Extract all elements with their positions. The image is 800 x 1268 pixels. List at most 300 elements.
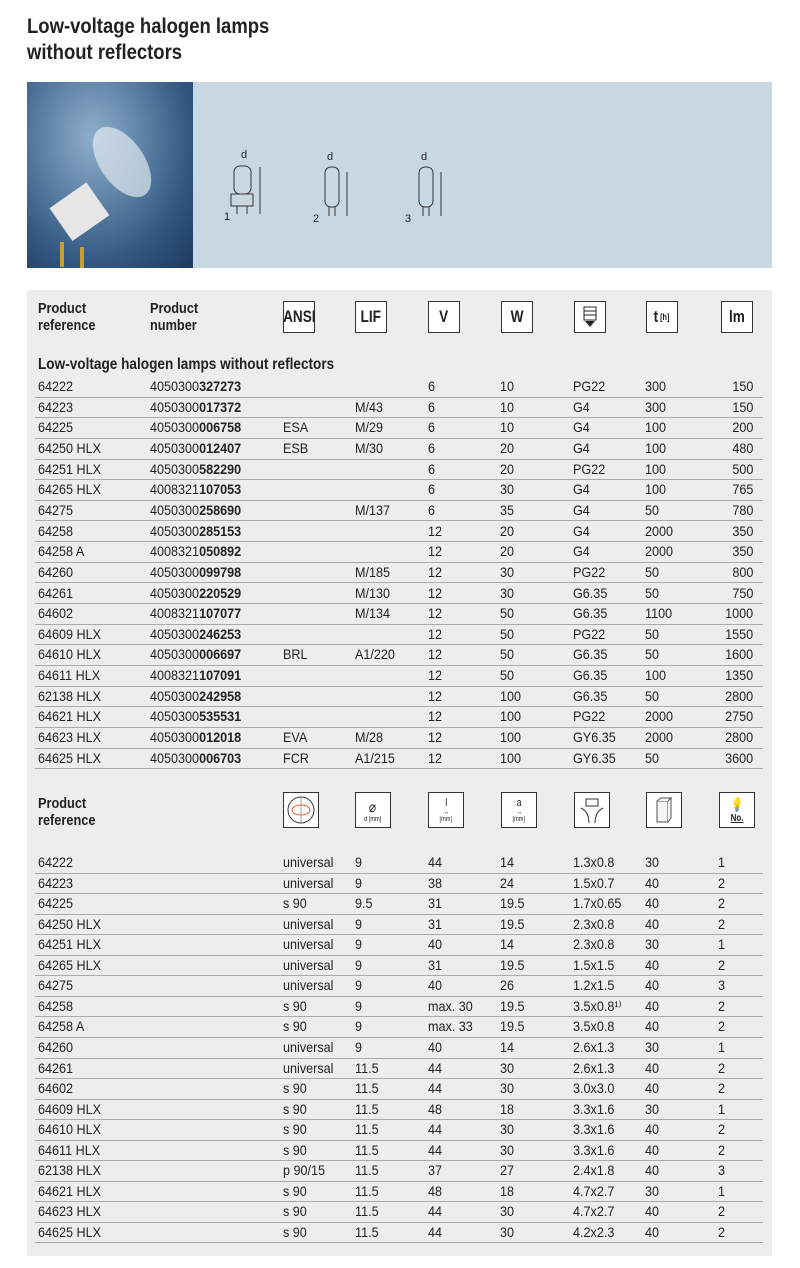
filament-size: 3.5x0.8¹⁾ xyxy=(573,997,622,1014)
product-reference: 64610 HLX xyxy=(38,1121,102,1138)
diameter: 11.5 xyxy=(355,1162,379,1179)
length: 31 xyxy=(428,915,443,932)
length: 40 xyxy=(428,936,443,953)
lifetime: 100 xyxy=(645,667,667,684)
length: 38 xyxy=(428,874,443,891)
pack-quantity: 40 xyxy=(645,874,660,891)
length: 44 xyxy=(428,1223,443,1240)
product-number xyxy=(150,376,241,396)
voltage: 12 xyxy=(428,708,443,725)
diameter: 9 xyxy=(355,1038,363,1055)
svg-text:d: d xyxy=(421,151,428,163)
light-center-length: 30 xyxy=(500,1059,515,1076)
pack-quantity: 40 xyxy=(645,1203,660,1220)
base: PG22 xyxy=(573,378,606,394)
luminous-flux: 1350 xyxy=(724,667,753,684)
filament-size: 1.7x0.65 xyxy=(573,895,622,912)
number-suffix: 220529 xyxy=(199,584,242,601)
number-prefix: 4050300 xyxy=(150,646,200,663)
number-prefix: 4050300 xyxy=(150,460,200,477)
base: PG22 xyxy=(573,460,606,477)
pack-quantity: 30 xyxy=(645,854,660,870)
filament-size: 4.7x2.7 xyxy=(573,1182,615,1199)
pack-quantity: 40 xyxy=(645,1018,660,1035)
number-prefix: 4008321 xyxy=(150,667,200,684)
number-prefix: 4050300 xyxy=(150,378,200,394)
base: G4 xyxy=(573,501,590,518)
product-reference: 62138 HLX xyxy=(38,687,102,704)
voltage: 6 xyxy=(428,501,436,518)
burning-position: s 90 xyxy=(283,1018,307,1035)
product-reference: 64225 xyxy=(38,419,74,436)
voltage: 12 xyxy=(428,543,443,560)
pack-quantity: 40 xyxy=(645,977,660,994)
light-center-length: 19.5 xyxy=(500,895,525,912)
table-row xyxy=(35,1016,763,1038)
table-row xyxy=(35,955,763,977)
luminous-flux: 750 xyxy=(731,584,753,601)
product-reference: 64621 HLX xyxy=(38,708,102,725)
product-number xyxy=(150,665,241,685)
luminous-flux: 200 xyxy=(731,419,753,436)
product-number xyxy=(150,438,241,458)
filament-size: 3.3x1.6 xyxy=(573,1121,615,1138)
lifetime: 1100 xyxy=(645,605,673,622)
number-prefix: 4050300 xyxy=(150,522,200,539)
number-suffix: 006703 xyxy=(199,749,242,766)
wattage: 30 xyxy=(500,481,515,498)
wattage: 50 xyxy=(500,605,515,622)
luminous-flux: 800 xyxy=(731,563,753,580)
number-suffix: 242958 xyxy=(199,687,242,704)
product-number xyxy=(150,624,241,644)
voltage: 12 xyxy=(428,749,443,766)
product-number xyxy=(150,583,241,603)
diameter: 11.5 xyxy=(355,1141,379,1158)
diagram-number: 2 xyxy=(718,1059,726,1076)
diameter: 11.5 xyxy=(355,1121,379,1138)
base: G4 xyxy=(573,522,590,539)
number-suffix: 107077 xyxy=(199,605,242,622)
ansi-code: ESB xyxy=(283,439,309,456)
burning-position: universal xyxy=(283,956,334,973)
burning-position: s 90 xyxy=(283,1203,307,1220)
wattage: 30 xyxy=(500,563,515,580)
light-center-length: 30 xyxy=(500,1223,515,1240)
length: 48 xyxy=(428,1182,443,1199)
wattage: 50 xyxy=(500,625,515,642)
number-prefix: 4050300 xyxy=(150,563,200,580)
length: 44 xyxy=(428,1203,443,1220)
table-row xyxy=(35,1181,763,1203)
base: GY6.35 xyxy=(573,749,616,766)
burning-position: universal xyxy=(283,915,334,932)
number-suffix: 107053 xyxy=(199,481,242,498)
filament-size: 1.2x1.5 xyxy=(573,977,615,994)
product-reference: 64222 xyxy=(38,854,74,870)
base: G6.35 xyxy=(573,667,608,684)
diameter: 9 xyxy=(355,956,363,973)
dimension-diagrams xyxy=(197,142,497,232)
base: G6.35 xyxy=(573,584,608,601)
package-icon xyxy=(646,792,682,828)
lamp-base-icon xyxy=(574,301,606,333)
base: G6.35 xyxy=(573,687,608,704)
product-reference: 64223 xyxy=(38,874,74,891)
ansi-code: BRL xyxy=(283,646,308,663)
table-row xyxy=(35,686,763,708)
burning-position: universal xyxy=(283,1059,334,1076)
diagram-number: 2 xyxy=(718,1141,726,1158)
length: 40 xyxy=(428,1038,443,1055)
diameter: 9 xyxy=(355,874,363,891)
lif-code: M/30 xyxy=(355,439,384,456)
light-center-length: 19.5 xyxy=(500,956,525,973)
product-number xyxy=(150,397,241,417)
lamp-photo xyxy=(27,82,193,268)
light-center-length: 30 xyxy=(500,1080,515,1097)
table-row xyxy=(35,893,763,915)
wattage: 35 xyxy=(500,501,515,518)
number-prefix: 4008321 xyxy=(150,543,200,560)
wattage: 30 xyxy=(500,584,515,601)
lifetime: 50 xyxy=(645,625,660,642)
length: 44 xyxy=(428,1141,443,1158)
product-reference: 64623 HLX xyxy=(38,1203,102,1220)
pack-quantity: 40 xyxy=(645,1121,660,1138)
table-row xyxy=(35,914,763,936)
table-row xyxy=(35,500,763,522)
luminous-flux: 3600 xyxy=(724,749,753,766)
light-center-length-icon: a ↔ [mm] xyxy=(501,792,537,828)
pack-quantity: 40 xyxy=(645,1223,660,1240)
diameter: 11.5 xyxy=(355,1182,379,1199)
number-suffix: 535531 xyxy=(199,708,242,725)
diagram-number: 2 xyxy=(718,1121,726,1138)
filament-size: 2.6x1.3 xyxy=(573,1038,615,1055)
luminous-flux: 150 xyxy=(731,398,753,415)
number-suffix: 107091 xyxy=(199,667,242,684)
filament-icon xyxy=(574,792,610,828)
length: 31 xyxy=(428,956,443,973)
light-center-length: 30 xyxy=(500,1141,515,1158)
product-reference: 64225 xyxy=(38,895,74,912)
ansi-code: ESA xyxy=(283,419,309,436)
burning-position: universal xyxy=(283,936,334,953)
number-prefix: 4050300 xyxy=(150,749,200,766)
number-suffix: 246253 xyxy=(199,625,242,642)
pack-quantity: 30 xyxy=(645,1182,660,1199)
diameter: 9 xyxy=(355,1018,363,1035)
svg-text:d: d xyxy=(327,151,334,163)
table-row xyxy=(35,459,763,481)
product-reference: 64609 HLX xyxy=(38,625,102,642)
product-number xyxy=(150,686,241,706)
table-row xyxy=(35,665,763,687)
diagram-number: 2 xyxy=(718,956,726,973)
luminous-flux: 2800 xyxy=(724,687,753,704)
product-number xyxy=(150,417,241,437)
diagram-number: 2 xyxy=(718,874,726,891)
table-row xyxy=(35,1201,763,1223)
product-reference: 64602 xyxy=(38,605,74,622)
base: G4 xyxy=(573,419,590,436)
lifetime: 300 xyxy=(645,378,667,394)
voltage: 6 xyxy=(428,419,436,436)
table-row xyxy=(35,1078,763,1100)
product-number xyxy=(150,603,241,623)
diameter: 9 xyxy=(355,997,363,1014)
number-suffix: 285153 xyxy=(199,522,242,539)
number-suffix: 099798 xyxy=(199,563,242,580)
voltage: 6 xyxy=(428,460,436,477)
table-row xyxy=(35,397,763,419)
burning-position: s 90 xyxy=(283,1182,307,1199)
number-suffix: 258690 xyxy=(199,501,242,518)
light-center-length: 14 xyxy=(500,854,515,870)
table-row xyxy=(35,583,763,605)
diagram-number: 2 xyxy=(718,1203,726,1220)
light-center-length: 18 xyxy=(500,1182,515,1199)
burning-position: s 90 xyxy=(283,1141,307,1158)
wattage: 100 xyxy=(500,708,522,725)
number-suffix: 006697 xyxy=(199,646,242,663)
diameter: 9 xyxy=(355,977,363,994)
diameter-icon: ⌀ d [mm] xyxy=(355,792,391,828)
diagram-number: 1 xyxy=(718,1182,726,1199)
filament-size: 1.5x0.7 xyxy=(573,874,615,891)
filament-size: 4.2x2.3 xyxy=(573,1223,615,1240)
luminous-flux: 2800 xyxy=(724,729,753,746)
table-row xyxy=(35,479,763,501)
lifetime: 2000 xyxy=(645,543,674,560)
number-prefix: 4050300 xyxy=(150,398,200,415)
pack-quantity: 40 xyxy=(645,915,660,932)
voltage: 6 xyxy=(428,398,436,415)
product-reference: 64625 HLX xyxy=(38,749,102,766)
product-reference: 64251 HLX xyxy=(38,936,102,953)
filament-size: 3.5x0.8 xyxy=(573,1018,615,1035)
diagram-number: 1 xyxy=(718,854,726,870)
diameter: 9 xyxy=(355,915,363,932)
diagram-number: 1 xyxy=(718,936,726,953)
light-center-length: 19.5 xyxy=(500,1018,525,1035)
pack-quantity: 40 xyxy=(645,997,660,1014)
pack-quantity: 30 xyxy=(645,1038,660,1055)
length: 37 xyxy=(428,1162,443,1179)
product-reference: 64611 HLX xyxy=(38,667,101,684)
number-suffix: 017372 xyxy=(199,398,242,415)
light-center-length: 24 xyxy=(500,874,515,891)
product-reference: 64625 HLX xyxy=(38,1223,102,1240)
svg-text:1: 1 xyxy=(224,211,231,223)
wattage: 50 xyxy=(500,646,515,663)
burning-position: universal xyxy=(283,854,334,870)
ansi-icon: ANSI xyxy=(283,301,315,333)
filament-size: 2.6x1.3 xyxy=(573,1059,615,1076)
lifetime: 50 xyxy=(645,687,660,704)
diameter: 11.5 xyxy=(355,1223,379,1240)
diagram-number: 1 xyxy=(718,1100,726,1117)
lifetime: 100 xyxy=(645,481,667,498)
light-center-length: 27 xyxy=(500,1162,515,1179)
table-row xyxy=(35,1099,763,1121)
number-prefix: 4050300 xyxy=(150,439,200,456)
product-number xyxy=(150,706,241,726)
product-reference: 64250 HLX xyxy=(38,915,102,932)
number-prefix: 4008321 xyxy=(150,481,200,498)
table-row xyxy=(35,852,763,874)
table-row xyxy=(35,1140,763,1162)
product-reference: 64251 HLX xyxy=(38,460,102,477)
base: PG22 xyxy=(573,708,606,725)
product-number xyxy=(150,521,241,541)
table-row xyxy=(35,1160,763,1182)
table-row xyxy=(35,438,763,460)
section-title: Low-voltage halogen lamps without reflectors xyxy=(38,356,335,373)
wattage-icon: W xyxy=(501,301,533,333)
col-product-reference-2: Product reference xyxy=(38,795,96,829)
voltage: 12 xyxy=(428,522,443,539)
lifetime-icon: t [h] xyxy=(646,301,678,333)
table-row xyxy=(35,521,763,543)
svg-text:3: 3 xyxy=(405,213,412,225)
product-reference: 64275 xyxy=(38,977,74,994)
product-reference: 64261 xyxy=(38,584,74,601)
col-product-reference: Product reference xyxy=(38,300,96,334)
burning-position: s 90 xyxy=(283,895,307,912)
product-reference: 64623 HLX xyxy=(38,729,102,746)
length-icon: l ↔ [mm] xyxy=(428,792,464,828)
lif-code: M/29 xyxy=(355,419,384,436)
lifetime: 50 xyxy=(645,563,660,580)
page-title: Low-voltage halogen lamps without reflectors xyxy=(27,15,270,64)
svg-text:d: d xyxy=(241,149,248,161)
lifetime: 2000 xyxy=(645,729,674,746)
wattage: 10 xyxy=(500,398,515,415)
voltage: 6 xyxy=(428,481,436,498)
diagram-number: 2 xyxy=(718,1080,726,1097)
voltage: 12 xyxy=(428,584,443,601)
pack-quantity: 30 xyxy=(645,1100,660,1117)
base: G6.35 xyxy=(573,605,608,622)
length: 44 xyxy=(428,1080,443,1097)
burning-position-icon xyxy=(283,792,319,828)
number-suffix: 050892 xyxy=(199,543,242,560)
burning-position: s 90 xyxy=(283,1100,307,1117)
col-product-number: Product number xyxy=(150,300,199,334)
table-row xyxy=(35,1119,763,1141)
number-prefix: 4050300 xyxy=(150,501,200,518)
product-number xyxy=(150,500,241,520)
product-reference: 64260 xyxy=(38,1038,74,1055)
voltage: 12 xyxy=(428,646,443,663)
wattage: 10 xyxy=(500,419,515,436)
lifetime: 50 xyxy=(645,646,660,663)
voltage: 6 xyxy=(428,378,436,394)
base: G4 xyxy=(573,398,590,415)
lifetime: 2000 xyxy=(645,522,674,539)
diameter: 11.5 xyxy=(355,1203,379,1220)
number-prefix: 4050300 xyxy=(150,584,200,601)
pack-quantity: 40 xyxy=(645,1162,660,1179)
light-center-length: 30 xyxy=(500,1121,515,1138)
light-center-length: 14 xyxy=(500,1038,515,1055)
lifetime: 50 xyxy=(645,501,660,518)
diagram-number: 3 xyxy=(718,1162,726,1179)
voltage: 12 xyxy=(428,687,443,704)
number-suffix: 012407 xyxy=(199,439,242,456)
product-reference: 64261 xyxy=(38,1059,74,1076)
product-reference: 64258 xyxy=(38,522,74,539)
filament-size: 3.3x1.6 xyxy=(573,1141,615,1158)
light-center-length: 19.5 xyxy=(500,915,525,932)
diameter: 11.5 xyxy=(355,1080,379,1097)
lif-code: M/130 xyxy=(355,584,391,601)
diagram-number-icon: 💡 No. xyxy=(719,792,755,828)
filament-size: 3.3x1.6 xyxy=(573,1100,615,1117)
voltage-icon: V xyxy=(428,301,460,333)
lifetime: 100 xyxy=(645,460,667,477)
product-number xyxy=(150,541,241,561)
voltage: 12 xyxy=(428,667,443,684)
table-row xyxy=(35,541,763,563)
lif-code: M/28 xyxy=(355,729,384,746)
diameter: 9 xyxy=(355,936,363,953)
burning-position: universal xyxy=(283,1038,334,1055)
base: G4 xyxy=(573,481,590,498)
number-prefix: 4050300 xyxy=(150,687,200,704)
pack-quantity: 30 xyxy=(645,936,660,953)
filament-size: 4.7x2.7 xyxy=(573,1203,615,1220)
pack-quantity: 40 xyxy=(645,1141,660,1158)
luminous-flux: 1600 xyxy=(724,646,753,663)
product-reference: 64223 xyxy=(38,398,74,415)
product-reference: 64602 xyxy=(38,1080,74,1097)
product-number xyxy=(150,562,241,582)
product-reference: 64258 xyxy=(38,997,74,1014)
lif-icon: LIF xyxy=(355,301,387,333)
voltage: 6 xyxy=(428,439,436,456)
light-center-length: 19.5 xyxy=(500,997,525,1014)
filament-size: 2.4x1.8 xyxy=(573,1162,615,1179)
pack-quantity: 40 xyxy=(645,1059,660,1076)
product-reference: 64621 HLX xyxy=(38,1182,102,1199)
luminous-flux: 2750 xyxy=(724,708,753,725)
filament-size: 3.0x3.0 xyxy=(573,1080,615,1097)
number-suffix: 582290 xyxy=(199,460,242,477)
voltage: 12 xyxy=(428,563,443,580)
lifetime: 300 xyxy=(645,398,667,415)
base: G4 xyxy=(573,439,590,456)
number-prefix: 4050300 xyxy=(150,625,200,642)
burning-position: s 90 xyxy=(283,1080,307,1097)
luminous-flux: 350 xyxy=(731,522,753,539)
svg-text:2: 2 xyxy=(313,213,320,225)
diameter: 11.5 xyxy=(355,1059,379,1076)
lifetime: 100 xyxy=(645,419,667,436)
luminous-flux: 350 xyxy=(731,543,753,560)
product-reference: 62138 HLX xyxy=(38,1162,102,1179)
product-number xyxy=(150,748,241,768)
wattage: 100 xyxy=(500,749,522,766)
base: G4 xyxy=(573,543,590,560)
base: GY6.35 xyxy=(573,729,616,746)
product-reference: 64260 xyxy=(38,563,74,580)
wattage: 20 xyxy=(500,522,515,539)
light-center-length: 26 xyxy=(500,977,515,994)
product-reference: 64250 HLX xyxy=(38,439,102,456)
